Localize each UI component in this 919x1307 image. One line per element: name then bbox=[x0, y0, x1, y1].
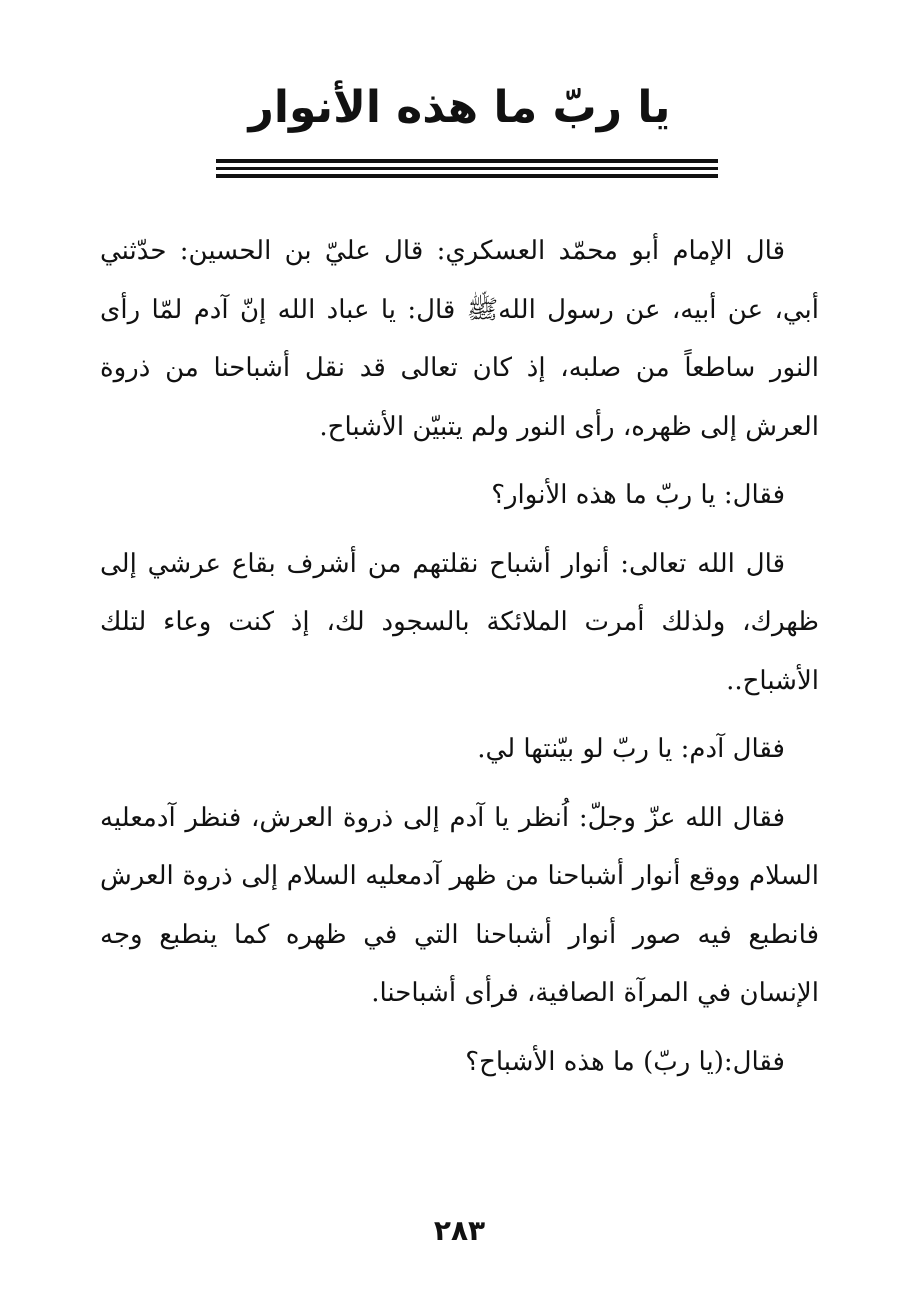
page-title: يا ربّ ما هذه الأنوار bbox=[248, 82, 671, 133]
title-divider-line bbox=[216, 174, 718, 178]
title-divider-line bbox=[216, 167, 718, 170]
paragraph: فقال الله عزّ وجلّ: اُنظر يا آدم إلى ذروة العرش، فنظر آدمعليه السلام ووقع أنوار أشباحنا من ظهر آدمعليه السلام إلى ذروة العرش فانطبع فيه صور أنوار أشباحنا التي في ظهره كما ينطبع وجه الإنسان في المرآة الصافية، فرأى أشباحنا. bbox=[100, 802, 819, 1008]
paragraph: فقال:(يا ربّ) ما هذه الأشباح؟ bbox=[465, 1046, 785, 1077]
paragraph: قال الله تعالى: أنوار أشباح نقلتهم من أشرف بقاع عرشي إلى ظهرك، ولذلك أمرت الملائكة بالسجود لك، إذ كنت وعاء لتلك الأشباح.. bbox=[100, 548, 819, 696]
paragraph: فقال آدم: يا ربّ لو بيّنتها لي. bbox=[477, 734, 785, 764]
paragraph: فقال: يا ربّ ما هذه الأنوار؟ bbox=[491, 480, 785, 510]
page-number: ٢٨٣ bbox=[433, 1214, 486, 1247]
body-text bbox=[100, 222, 819, 1101]
paragraph: قال الإمام أبو محمّد العسكري: قال عليّ بن الحسين: حدّثني أبي، عن أبيه، عن رسول اللهﷺ قال: يا عباد الله إنّ آدم لمّا رأى النور ساطعاً من صلبه، إذ كان تعالى قد نقل أشباحنا من ذروة العرش إلى ظهره، رأى النور ولم يتبيّن الأشباح. bbox=[100, 236, 819, 442]
title-divider-line bbox=[216, 159, 718, 163]
